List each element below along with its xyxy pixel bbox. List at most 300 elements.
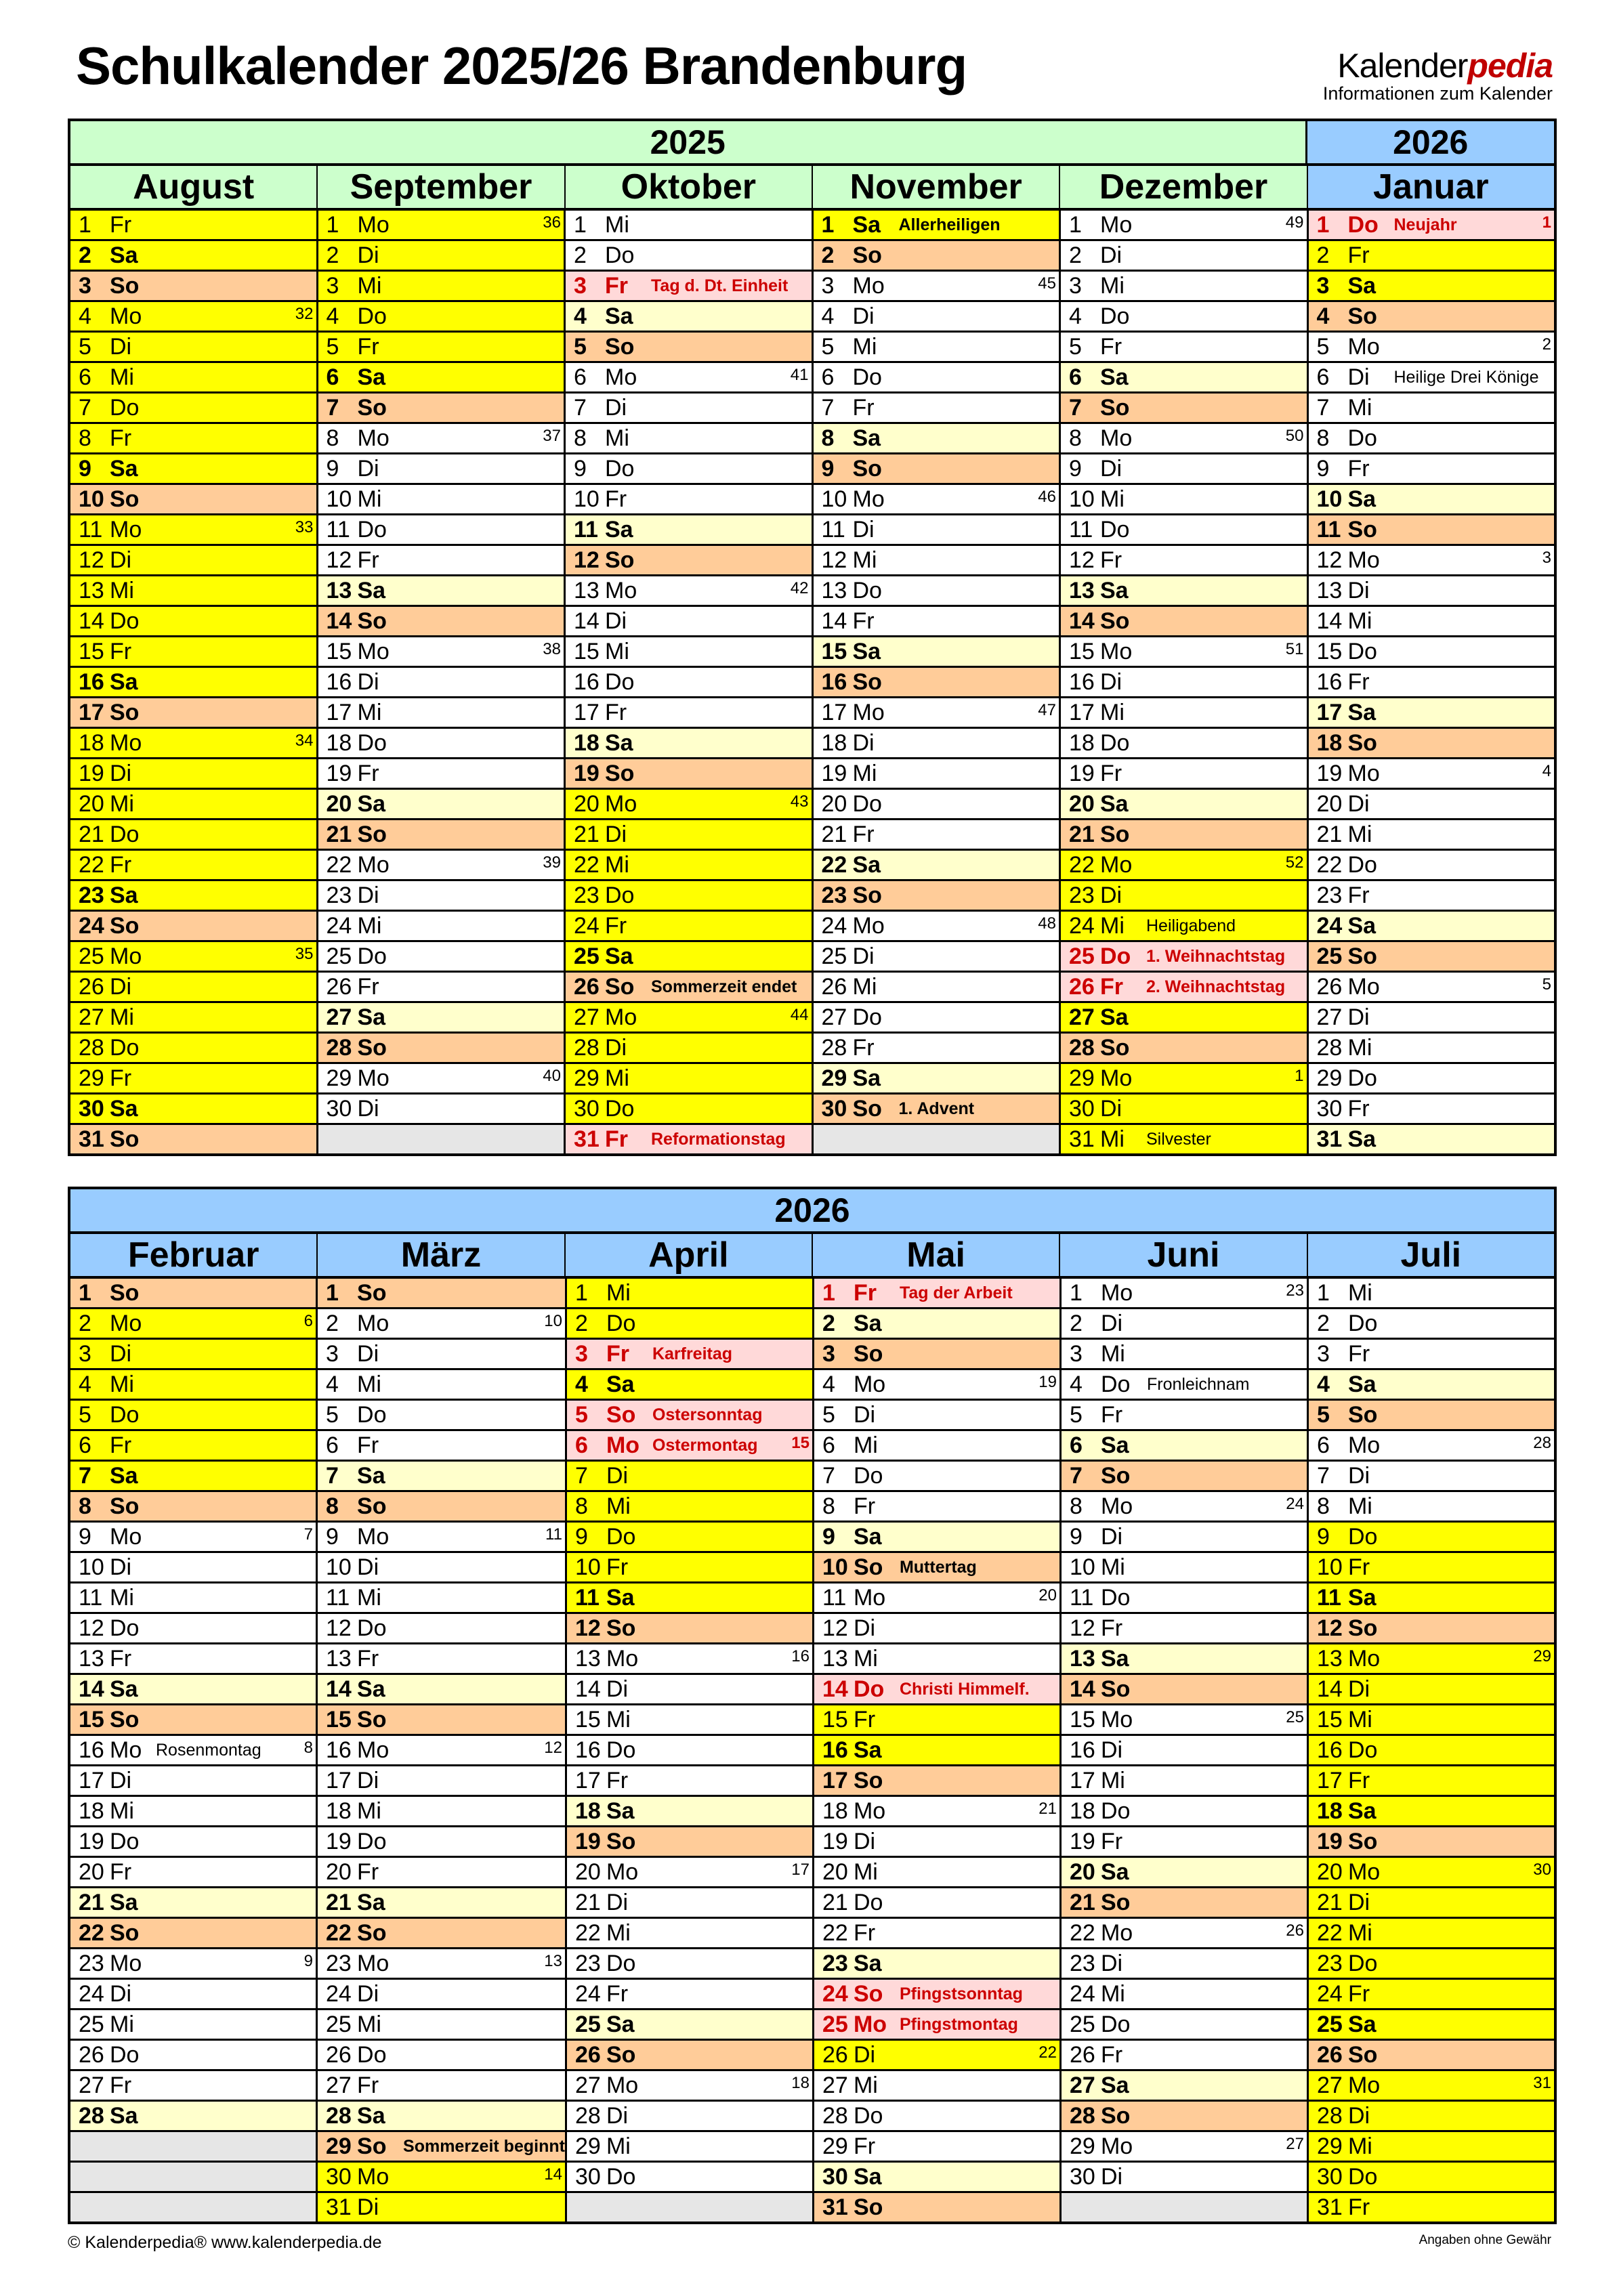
day-number: 15 (79, 639, 104, 664)
day-cell (1061, 942, 1307, 973)
day-number: 1 (1316, 212, 1330, 238)
weekday: Do (853, 1676, 885, 1702)
day-cell (318, 302, 564, 333)
weekday: Fr (110, 425, 132, 451)
weekday: Mo (853, 2012, 887, 2037)
day-cell (1309, 1644, 1554, 1675)
weekday: Sa (357, 364, 386, 390)
day-number: 23 (326, 883, 352, 908)
calendar-week-number: 9 (303, 1952, 314, 1970)
day-number: 15 (1069, 1707, 1095, 1732)
day-number: 26 (574, 2042, 601, 2068)
weekday: Mo (1347, 1432, 1381, 1458)
day-cell (70, 272, 316, 302)
weekday: Di (357, 2194, 379, 2220)
day-cell (70, 1766, 316, 1797)
day-number: 16 (574, 1737, 601, 1763)
weekday: Mo (357, 1737, 390, 1763)
day-cell (1309, 1003, 1555, 1034)
day-number: 11 (326, 517, 350, 543)
day-number: 7 (326, 1463, 339, 1489)
day-number: 13 (1069, 578, 1095, 603)
day-number: 7 (326, 395, 339, 421)
weekday: Fr (1347, 242, 1370, 268)
day-cell (567, 1431, 812, 1462)
day-cell (70, 1034, 316, 1064)
day-cell (318, 1523, 565, 1553)
weekday: Di (357, 669, 379, 695)
day-number: 20 (821, 791, 847, 817)
day-cell (70, 1492, 316, 1523)
day-number: 26 (821, 974, 847, 1000)
weekday: So (1347, 730, 1377, 756)
weekday: Fr (1347, 883, 1370, 908)
day-cell (70, 1705, 316, 1736)
weekday: Fr (852, 822, 875, 847)
weekday: So (606, 1615, 636, 1641)
weekday: Do (1347, 1065, 1377, 1091)
day-cell (1061, 302, 1307, 333)
day-number: 17 (1069, 1768, 1095, 1793)
day-number: 19 (1316, 761, 1343, 786)
day-cell (1061, 424, 1307, 454)
calendar-week-number: 47 (1038, 701, 1056, 719)
day-cell (70, 2010, 316, 2041)
calendar-week-number: 11 (545, 1525, 562, 1544)
day-number: 20 (79, 791, 104, 817)
weekday: Mi (606, 2133, 631, 2159)
weekday: Mo (1100, 1065, 1133, 1091)
weekday: Mo (110, 303, 142, 329)
day-number: 5 (574, 1402, 588, 1428)
day-number: 15 (79, 1707, 104, 1732)
weekday: So (110, 1280, 140, 1306)
day-number: 9 (1316, 456, 1330, 482)
day-cell (1309, 1553, 1554, 1583)
day-number: 17 (822, 1768, 848, 1793)
day-number: 6 (1069, 364, 1082, 390)
day-number: 28 (1316, 2103, 1343, 2129)
day-note: Rosenmontag (156, 1740, 261, 1760)
calendar-week-number: 46 (1038, 488, 1056, 506)
day-cell (814, 1949, 1059, 1980)
day-cell (318, 1980, 565, 2010)
day-cell (1309, 668, 1555, 698)
day-note: 2. Weihnachtstag (1146, 977, 1286, 996)
weekday: Di (1100, 1096, 1122, 1122)
day-cell (814, 759, 1059, 790)
calendar-week-number: 34 (295, 731, 314, 750)
footer-copyright[interactable]: © Kalenderpedia® www.kalenderpedia.de (68, 2233, 382, 2252)
day-number: 16 (574, 669, 600, 695)
day-cell (1062, 1279, 1307, 1309)
day-number: 18 (1069, 1798, 1095, 1824)
day-cell (318, 454, 564, 485)
day-number: 24 (326, 1981, 352, 2007)
day-number: 21 (1069, 822, 1095, 847)
weekday: Sa (606, 1585, 635, 1611)
day-cell (70, 1888, 316, 1919)
day-note: Pfingstmontag (899, 2014, 1018, 2034)
day-cell (814, 1980, 1059, 2010)
weekday: Do (853, 1890, 883, 1915)
weekday: Di (853, 2042, 876, 2068)
weekday: Sa (605, 303, 633, 329)
kalenderpedia-logo[interactable] (1323, 49, 1553, 104)
day-cell (814, 2193, 1059, 2221)
weekday: Di (853, 1402, 876, 1428)
day-cell (1309, 1949, 1554, 1980)
weekday: Mi (1347, 1493, 1372, 1519)
day-cell (1309, 546, 1555, 576)
day-cell (70, 1094, 316, 1125)
month-header: November (813, 166, 1060, 208)
day-cell (70, 790, 316, 820)
day-number: 8 (821, 425, 835, 451)
weekday: Sa (1100, 1004, 1129, 1030)
weekday: Di (357, 1768, 379, 1793)
day-number: 26 (1069, 974, 1095, 1000)
day-number: 29 (1069, 1065, 1095, 1091)
calendar-week-number: 10 (544, 1312, 562, 1330)
weekday: Di (605, 608, 627, 634)
day-cell (318, 942, 564, 973)
day-cell (814, 1309, 1059, 1340)
day-cell (567, 1583, 812, 1614)
weekday: Mi (110, 364, 134, 390)
day-number: 22 (822, 1920, 848, 1946)
weekday: So (853, 1554, 883, 1580)
day-cell (318, 2010, 565, 2041)
weekday: Di (357, 1096, 379, 1122)
weekday: Sa (606, 1798, 635, 1824)
day-number: 9 (574, 456, 587, 482)
day-cell (318, 1492, 565, 1523)
day-cell (1309, 2041, 1554, 2071)
weekday: Sa (357, 578, 386, 603)
weekday: Mo (357, 852, 390, 878)
day-cell (70, 546, 316, 576)
weekday: Do (605, 669, 635, 695)
weekday: Mi (357, 913, 382, 939)
weekday: Mi (1100, 700, 1125, 725)
day-number: 13 (1069, 1646, 1095, 1672)
weekday: Mi (110, 1798, 134, 1824)
day-cell (566, 973, 812, 1003)
day-cell (814, 1523, 1059, 1553)
day-cell (1309, 302, 1555, 333)
month-column (814, 211, 1062, 1153)
day-number: 11 (1316, 1585, 1341, 1611)
day-cell (318, 1919, 565, 1949)
day-cell (1062, 1644, 1307, 1675)
day-cell (566, 790, 812, 820)
day-number: 5 (326, 1402, 339, 1428)
logo-brand (1323, 49, 1553, 83)
weekday: Sa (1100, 2072, 1129, 2098)
empty-day-cell (70, 2132, 316, 2163)
day-cell (1062, 1888, 1307, 1919)
weekday: So (1347, 2042, 1378, 2068)
weekday: Sa (110, 2103, 138, 2129)
day-number: 2 (326, 242, 339, 268)
weekday: Di (1100, 456, 1122, 482)
weekday: Do (110, 608, 140, 634)
weekday: Mi (110, 2012, 134, 2037)
day-cell (814, 2010, 1059, 2041)
weekday: Mo (1347, 1646, 1381, 1672)
day-cell (318, 1736, 565, 1766)
weekday: Mo (1100, 852, 1133, 878)
month-column (1062, 1279, 1309, 2221)
day-cell (566, 1003, 812, 1034)
weekday: Sa (110, 242, 138, 268)
weekday: So (1100, 1890, 1131, 1915)
day-number: 25 (326, 2012, 352, 2037)
day-cell (318, 698, 564, 729)
weekday: Di (110, 334, 132, 360)
day-cell (318, 394, 564, 424)
weekday: Mi (1347, 1920, 1372, 1946)
weekday: Sa (357, 1676, 385, 1702)
day-number: 4 (1316, 1372, 1330, 1397)
day-number: 1 (79, 1280, 91, 1306)
day-number: 3 (821, 273, 835, 299)
calendar-week-number: 39 (543, 853, 561, 872)
weekday: Sa (1100, 364, 1129, 390)
weekday: So (357, 1280, 387, 1306)
day-cell (318, 1340, 565, 1370)
day-cell (70, 241, 316, 272)
day-cell (566, 485, 812, 515)
day-number: 24 (574, 1981, 601, 2007)
day-cell (70, 1736, 316, 1766)
day-number: 7 (574, 1463, 588, 1489)
month-column (318, 211, 566, 1153)
day-number: 17 (79, 700, 104, 725)
weekday: Mi (357, 1585, 381, 1611)
weekday: Mi (1100, 1341, 1125, 1367)
weekday: Mi (110, 791, 134, 817)
day-cell (70, 1797, 316, 1827)
day-number: 25 (1316, 2012, 1343, 2037)
day-number: 10 (79, 486, 104, 512)
day-cell (1061, 485, 1307, 515)
day-number: 8 (574, 425, 587, 451)
month-column (566, 211, 814, 1153)
weekday: Mo (357, 212, 390, 238)
day-cell (1062, 1797, 1307, 1827)
weekday: So (1100, 395, 1130, 421)
day-cell (1309, 333, 1555, 363)
day-cell (1061, 698, 1307, 729)
day-cell (567, 1492, 812, 1523)
day-number: 19 (326, 1829, 352, 1854)
weekday: Do (1100, 517, 1130, 543)
weekday: Mo (605, 1004, 637, 1030)
weekday: Fr (110, 1065, 132, 1091)
day-number: 4 (574, 1372, 588, 1397)
day-cell (1062, 1675, 1307, 1705)
day-note: Sommerzeit beginnt (403, 2136, 565, 2156)
weekday: Mi (853, 1646, 878, 1672)
weekday: Do (110, 2042, 140, 2068)
weekday: Sa (1347, 1585, 1377, 1611)
day-cell (1062, 1462, 1307, 1492)
day-number: 21 (79, 1890, 104, 1915)
day-cell (814, 1736, 1059, 1766)
day-number: 25 (822, 2012, 848, 2037)
day-cell (567, 1888, 812, 1919)
day-cell (814, 272, 1059, 302)
day-number: 24 (821, 913, 847, 939)
day-cell (1062, 1736, 1307, 1766)
weekday: So (606, 2042, 636, 2068)
day-number: 25 (821, 943, 847, 969)
day-number: 4 (1069, 303, 1082, 329)
day-cell (1061, 820, 1307, 851)
day-number: 19 (574, 1829, 601, 1854)
day-number: 10 (574, 1554, 601, 1580)
day-number: 17 (326, 1768, 352, 1793)
weekday: So (605, 334, 635, 360)
day-number: 22 (79, 852, 104, 878)
day-cell (814, 2041, 1059, 2071)
weekday: Sa (1347, 913, 1377, 939)
calendar-week-number: 16 (791, 1647, 810, 1665)
weekday: Fr (606, 1341, 629, 1367)
weekday: Sa (852, 852, 881, 878)
day-number: 14 (1316, 608, 1343, 634)
weekday: Di (110, 974, 132, 1000)
day-number: 21 (1316, 822, 1343, 847)
weekday: So (1347, 1615, 1378, 1641)
day-cell (1062, 1553, 1307, 1583)
day-cell (567, 1279, 812, 1309)
day-number: 8 (574, 1493, 588, 1519)
day-cell (70, 2041, 316, 2071)
weekday: So (1100, 1035, 1130, 1061)
day-cell (567, 1919, 812, 1949)
day-cell (1061, 576, 1307, 607)
day-note: Fronleichnam (1146, 1374, 1250, 1394)
weekday: Mi (605, 639, 629, 664)
weekday: So (1347, 517, 1377, 543)
calendar-week-number: 32 (295, 305, 314, 323)
weekday: Di (605, 822, 627, 847)
day-number: 26 (1316, 974, 1343, 1000)
day-cell (814, 1614, 1059, 1644)
weekday: Di (606, 1676, 629, 1702)
day-number: 2 (1069, 242, 1082, 268)
day-cell (318, 1888, 565, 1919)
day-cell (70, 1858, 316, 1888)
day-number: 20 (822, 1859, 848, 1885)
day-cell (70, 1553, 316, 1583)
weekday: Sa (852, 425, 881, 451)
day-number: 14 (574, 608, 600, 634)
day-number: 3 (574, 273, 587, 299)
day-cell (814, 912, 1059, 942)
weekday: Mi (605, 852, 629, 878)
day-number: 16 (821, 669, 847, 695)
day-number: 14 (1316, 1676, 1343, 1702)
weekday: Di (852, 943, 875, 969)
day-number: 27 (326, 1004, 352, 1030)
calendar-week-number: 26 (1286, 1921, 1304, 1940)
month-column (1309, 1279, 1554, 2221)
weekday: Mi (357, 700, 382, 725)
day-number: 16 (79, 669, 104, 695)
day-number: 24 (79, 1981, 104, 2007)
weekday: Di (1347, 2103, 1370, 2129)
weekday: Di (605, 1035, 627, 1061)
day-number: 7 (1316, 395, 1330, 421)
weekday: Do (1100, 1798, 1131, 1824)
day-number: 5 (821, 334, 835, 360)
day-number: 12 (821, 547, 847, 573)
day-number: 19 (1069, 1829, 1095, 1854)
day-number: 18 (1316, 1798, 1343, 1824)
day-cell (1061, 333, 1307, 363)
day-note: 1. Weihnachtstag (1146, 946, 1286, 966)
day-number: 1 (1069, 212, 1082, 238)
day-number: 1 (1316, 1280, 1330, 1306)
day-number: 3 (326, 1341, 339, 1367)
day-cell (814, 515, 1059, 546)
day-cell (814, 851, 1059, 881)
day-cell (1309, 790, 1555, 820)
day-number: 24 (1316, 1981, 1343, 2007)
day-cell (318, 2193, 565, 2221)
day-cell (567, 2132, 812, 2163)
weekday: Fr (606, 1768, 629, 1793)
day-cell (814, 576, 1059, 607)
weekday: Sa (357, 1004, 386, 1030)
day-number: 25 (1316, 943, 1343, 969)
day-note: Ostermontag (652, 1435, 758, 1455)
weekday: Mi (852, 334, 877, 360)
weekday: So (357, 2133, 387, 2159)
day-number: 12 (79, 1615, 104, 1641)
day-number: 26 (1316, 2042, 1343, 2068)
day-cell (1062, 2010, 1307, 2041)
logo-brand-pedia: pedia (1467, 47, 1553, 85)
day-cell (70, 1919, 316, 1949)
weekday: Fr (357, 334, 379, 360)
weekday: Do (357, 1402, 387, 1428)
day-cell (70, 1340, 316, 1370)
day-number: 13 (822, 1646, 848, 1672)
day-note: Pfingstsonntag (899, 1984, 1023, 2003)
day-cell (567, 2102, 812, 2132)
day-note: 1. Advent (898, 1099, 975, 1118)
weekday: Do (1347, 1524, 1378, 1550)
calendar-week-number: 19 (1038, 1373, 1057, 1391)
day-number: 20 (326, 1859, 352, 1885)
weekday: Sa (853, 1737, 882, 1763)
day-cell (566, 454, 812, 485)
day-cell (70, 1064, 316, 1094)
day-number: 22 (1316, 852, 1343, 878)
weekday: Mi (852, 761, 877, 786)
calendar-week-number: 2 (1542, 335, 1551, 354)
weekday: Fr (852, 608, 875, 634)
day-number: 7 (1069, 1463, 1083, 1489)
calendar-week-number: 35 (295, 945, 314, 963)
day-number: 2 (1316, 242, 1330, 268)
day-cell (1309, 1858, 1554, 1888)
